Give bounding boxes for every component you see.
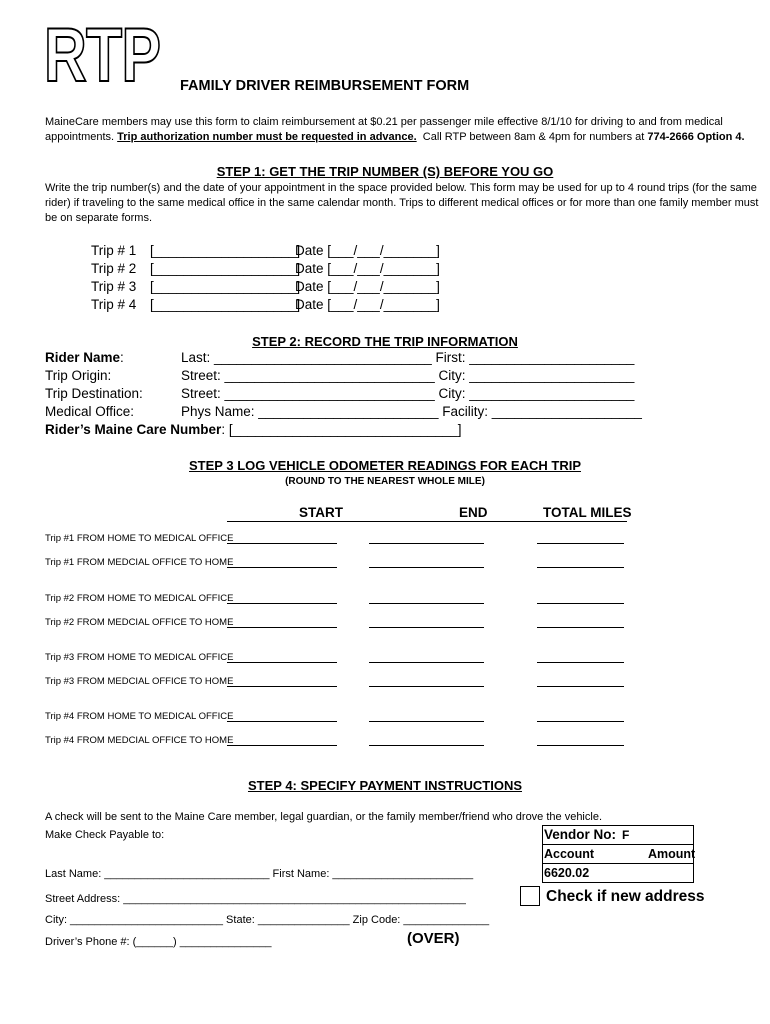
- trip-label: Trip # 1: [91, 243, 137, 258]
- step3-heading: STEP 3 LOG VEHICLE ODOMETER READINGS FOR EACH TRIP: [189, 458, 581, 473]
- vendor-box-divider-1: [542, 844, 694, 845]
- total-miles-field[interactable]: [537, 543, 624, 544]
- trip-destination-label: Trip Destination:: [45, 386, 143, 401]
- total-miles-field[interactable]: [537, 686, 624, 687]
- rider-name-label: [45, 350, 124, 365]
- col-end-header: END: [459, 505, 488, 520]
- vendor-no-value: F: [622, 828, 630, 842]
- odometer-row-label: Trip #4 FROM HOME TO MEDICAL OFFICE: [45, 711, 234, 722]
- street-address-field[interactable]: Street Address: ________________________________________________________: [45, 893, 466, 905]
- medical-office-fields[interactable]: Phys Name: ________________________ Facility: ____________________: [181, 404, 642, 419]
- step1-text-3: be on separate forms.: [45, 212, 153, 224]
- step1-text-1: Write the trip number(s) and the date of your appointment in the space provided below. This form may be used for up to 4 round trips (for the same: [45, 182, 757, 194]
- mainecare-number-label: Rider’s Maine Care Number: [45, 422, 222, 437]
- rider-name-fields[interactable]: Last: _____________________________ First: ______________________: [181, 350, 635, 365]
- trip-label: Trip # 4: [91, 297, 137, 312]
- trip-label: Trip # 2: [91, 261, 137, 276]
- rider-name-colon: :: [120, 350, 124, 365]
- odometer-row-label: Trip #1 FROM HOME TO MEDICAL OFFICE: [45, 533, 234, 544]
- end-reading-field[interactable]: [369, 745, 484, 746]
- total-miles-field[interactable]: [537, 603, 624, 604]
- new-address-label: Check if new address: [546, 888, 705, 905]
- trip-date-field[interactable]: Date [___/___/_______]: [295, 279, 440, 294]
- start-reading-field[interactable]: [227, 721, 337, 722]
- amount-label: Amount: [648, 847, 696, 861]
- trip-number-field[interactable]: [___________________]: [150, 297, 301, 312]
- intro-line-1: MaineCare members may use this form to claim reimbursement at $0.21 per passenger mile effective 8/1/10 for driving to and from medical: [45, 116, 723, 128]
- intro-line2-start: appointments.: [45, 131, 118, 143]
- total-miles-field[interactable]: [537, 745, 624, 746]
- trip-number-field[interactable]: [___________________]: [150, 279, 301, 294]
- trip-number-field[interactable]: [___________________]: [150, 261, 301, 276]
- total-miles-field[interactable]: [537, 721, 624, 722]
- intro-line2-bold: Trip authorization number must be requested in advance.: [117, 131, 417, 143]
- step4-text-1: A check will be sent to the Maine Care member, legal guardian, or the family member/friend who drove the vehicle.: [45, 811, 602, 823]
- step3-subheading: (ROUND TO THE NEAREST WHOLE MILE): [285, 476, 485, 487]
- rtp-logo: RTP: [44, 13, 161, 98]
- step2-heading: STEP 2: RECORD THE TRIP INFORMATION: [252, 334, 518, 349]
- header-underline: [227, 521, 627, 522]
- trip-destination-fields[interactable]: Street: ____________________________ City: ______________________: [181, 386, 635, 401]
- step4-heading: STEP 4: SPECIFY PAYMENT INSTRUCTIONS: [247, 778, 522, 793]
- end-reading-field[interactable]: [369, 686, 484, 687]
- total-miles-field[interactable]: [537, 662, 624, 663]
- end-reading-field[interactable]: [369, 627, 484, 628]
- trip-number-field[interactable]: [___________________]: [150, 243, 301, 258]
- start-reading-field[interactable]: [227, 686, 337, 687]
- intro-phone: 774-2666 Option 4.: [647, 131, 745, 143]
- driver-phone-field[interactable]: Driver’s Phone #: (______) _______________: [45, 936, 272, 948]
- trip-label: Trip # 3: [91, 279, 137, 294]
- medical-office-label: Medical Office:: [45, 404, 135, 419]
- total-miles-field[interactable]: [537, 567, 624, 568]
- total-miles-field[interactable]: [537, 627, 624, 628]
- start-reading-field[interactable]: [227, 627, 337, 628]
- intro-line-2: [45, 130, 745, 145]
- mainecare-number-field[interactable]: : [______________________________]: [221, 422, 462, 437]
- end-reading-field[interactable]: [369, 721, 484, 722]
- make-check-payable: Make Check Payable to:: [45, 829, 165, 841]
- col-start-header: START: [299, 505, 343, 520]
- city-state-zip-fields[interactable]: City: _________________________ State: _______________ Zip Code: ______________: [45, 914, 490, 926]
- trip-date-field[interactable]: Date [___/___/_______]: [295, 261, 440, 276]
- new-address-checkbox[interactable]: [520, 886, 540, 906]
- account-value: 6620.02: [544, 866, 590, 880]
- odometer-row-label: Trip #2 FROM MEDCIAL OFFICE TO HOME: [45, 617, 234, 628]
- intro-line2-mid: Call RTP between 8am & 4pm for numbers at: [416, 131, 648, 143]
- end-reading-field[interactable]: [369, 567, 484, 568]
- odometer-row-label: Trip #1 FROM MEDCIAL OFFICE TO HOME: [45, 557, 234, 568]
- end-reading-field[interactable]: [369, 603, 484, 604]
- account-label: Account: [544, 847, 594, 861]
- vendor-box-divider-2: [542, 863, 694, 864]
- odometer-row-label: Trip #2 FROM HOME TO MEDICAL OFFICE: [45, 593, 234, 604]
- odometer-row-label: Trip #3 FROM MEDCIAL OFFICE TO HOME: [45, 676, 234, 687]
- start-reading-field[interactable]: [227, 603, 337, 604]
- trip-origin-label: Trip Origin:: [45, 368, 112, 383]
- odometer-row-label: Trip #4 FROM MEDCIAL OFFICE TO HOME: [45, 735, 234, 746]
- over-label: (OVER): [407, 930, 460, 947]
- mainecare-number-row: [45, 422, 462, 437]
- trip-origin-fields[interactable]: Street: ____________________________ City: ______________________: [181, 368, 635, 383]
- start-reading-field[interactable]: [227, 567, 337, 568]
- step1-text-2: rider) if traveling to the same medical office in the same calendar month. Trips to different medical offices or for more than one family member must: [45, 197, 759, 209]
- trip-date-field[interactable]: Date [___/___/_______]: [295, 243, 440, 258]
- start-reading-field[interactable]: [227, 543, 337, 544]
- end-reading-field[interactable]: [369, 543, 484, 544]
- start-reading-field[interactable]: [227, 662, 337, 663]
- form-title: FAMILY DRIVER REIMBURSEMENT FORM: [180, 78, 470, 94]
- trip-date-field[interactable]: Date [___/___/_______]: [295, 297, 440, 312]
- rider-name-text: Rider Name: [45, 350, 121, 365]
- step1-heading: STEP 1: GET THE TRIP NUMBER (S) BEFORE YOU GO: [216, 164, 554, 179]
- start-reading-field[interactable]: [227, 745, 337, 746]
- odometer-row-label: Trip #3 FROM HOME TO MEDICAL OFFICE: [45, 652, 234, 663]
- col-total-header: TOTAL MILES: [543, 505, 632, 520]
- end-reading-field[interactable]: [369, 662, 484, 663]
- vendor-no-label: Vendor No:: [544, 827, 617, 842]
- payee-name-fields[interactable]: Last Name: ___________________________ First Name: _______________________: [45, 868, 474, 880]
